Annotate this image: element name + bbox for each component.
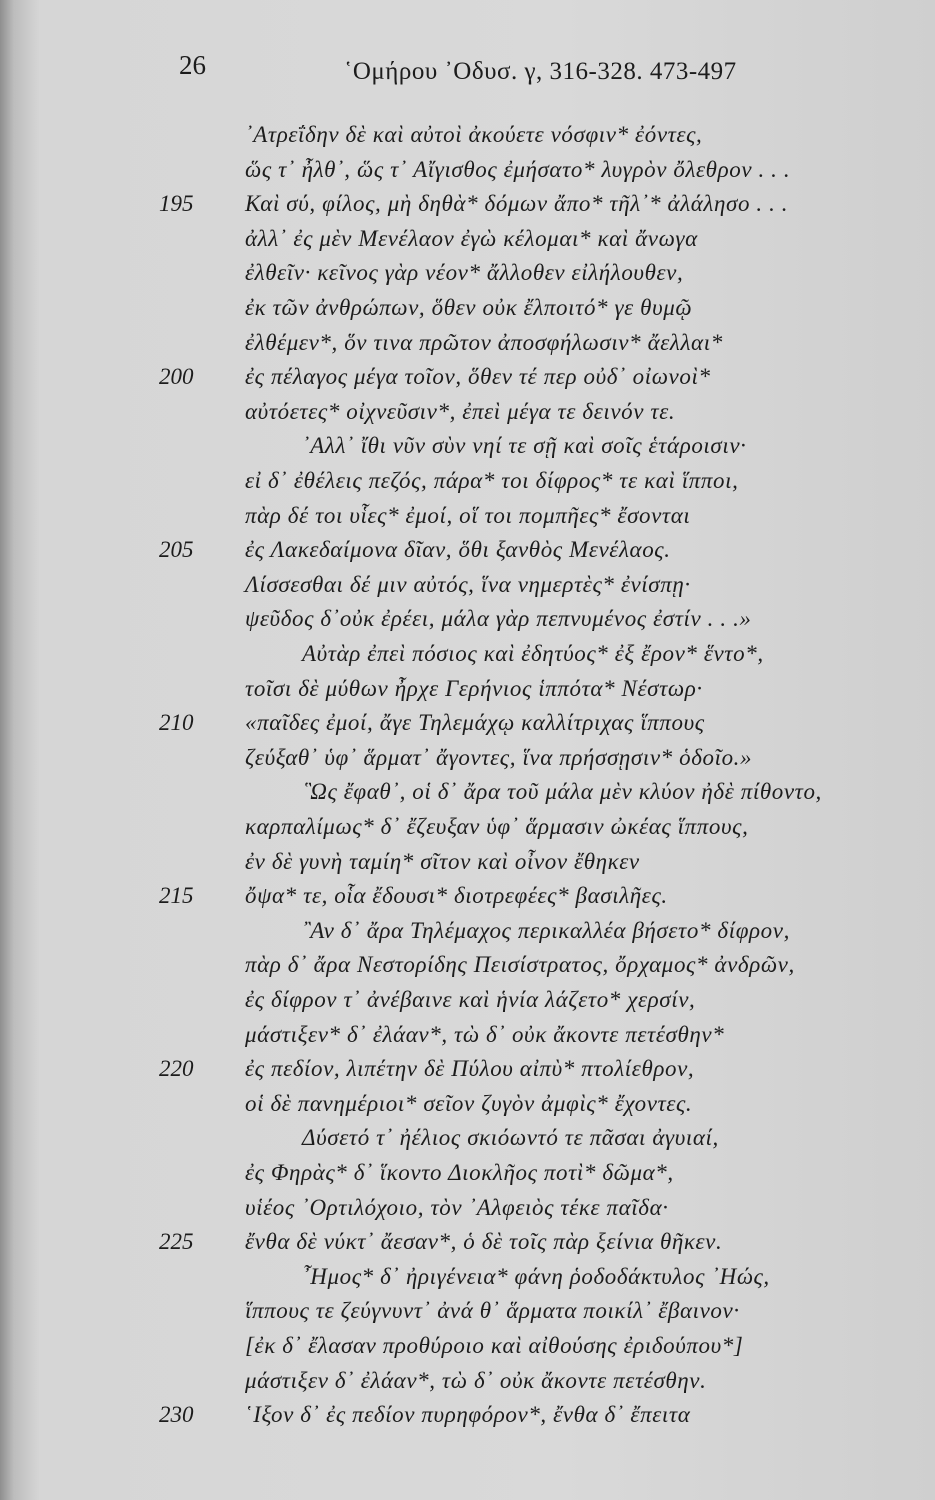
verse-line: [ἐκ δ᾿ ἔλασαν προθύροιο καὶ αἰθούσης ἐριδούπου*] — [245, 1333, 744, 1358]
verse-line: υἱέος ᾿Ορτιλόχοιο, τὸν ᾿Αλφειὸς τέκε παῖδα· — [245, 1194, 669, 1220]
verse-line: Δύσετό τ᾿ ἠέλιος σκιόωντό τε πᾶσαι ἀγυιαί, — [302, 1125, 719, 1151]
verse-line: ῏Ημος* δ᾿ ἠριγένεια* φάνη ῥοδοδάκτυλος ᾿Ηώς, — [302, 1263, 770, 1289]
verse-line: ὥς τ᾿ ἦλθ᾿, ὥς τ᾿ Αἴγισθος ἐμήσατο* λυγρὸν ὄλεθρον . . . — [245, 156, 791, 182]
verse-line: ᾿Ατρεΐδην δὲ καὶ αὐτοὶ ἀκούετε νόσφιν* ἐόντες, — [245, 122, 703, 147]
verse-line: ῍Αν δ᾿ ἄρα Τηλέμαχος περικαλλέα βήσετο* δίφρον, — [302, 917, 790, 943]
verse-line: καρπαλίμως* δ᾿ ἔζευξαν ὑφ᾿ ἅρμασιν ὠκέας ἵππους, — [245, 814, 749, 839]
verse-line: οἱ δὲ πανημέριοι* σεῖον ζυγὸν ἀμφὶς* ἔχοντες. — [245, 1090, 693, 1116]
line-number: 200 — [159, 364, 194, 390]
verse-line: πὰρ δέ τοι υἷες* ἐμοί, οἵ τοι πομπῆες* ἔσονται — [245, 502, 691, 528]
verse-line: ἐς Φηρὰς* δ᾿ ἵκοντο Διοκλῆος ποτὶ* δῶμα*, — [245, 1160, 674, 1185]
verse-line: τοῖσι δὲ μύθων ἦρχε Γερήνιος ἱππότα* Νέστωρ· — [245, 675, 703, 701]
line-number: 220 — [159, 1056, 194, 1082]
page-number: 26 — [179, 50, 206, 80]
verse-line: Αὐτὰρ ἐπεὶ πόσιος καὶ ἐδητύος* ἐξ ἔρον* ἕντο*, — [302, 641, 764, 666]
verse-line: ἐς Λακεδαίμονα δῖαν, ὅθι ξανθὸς Μενέλαος. — [245, 537, 671, 563]
verse-line: ἔνθα δὲ νύκτ᾿ ἄεσαν*, ὁ δὲ τοῖς πὰρ ξείνια θῆκεν. — [245, 1229, 723, 1255]
verse-line: ἐν δὲ γυνὴ ταμίη* σῖτον καὶ οἶνον ἔθηκεν — [245, 848, 640, 874]
line-number: 205 — [159, 537, 194, 563]
line-number: 215 — [159, 883, 194, 909]
verse-line: εἰ δ᾿ ἐθέλεις πεζός, πάρα* τοι δίφρος* τε καὶ ἵπποι, — [245, 468, 739, 493]
verse-line: Καὶ σύ, φίλος, μὴ δηθὰ* δόμων ἄπο* τῆλ᾿* ἀλάλησο . . . — [245, 191, 789, 217]
verse-line: ἐλθέμεν*, ὅν τινα πρῶτον ἀποσφήλωσιν* ἄελλαι* — [245, 329, 723, 355]
verse-line: ἀλλ᾿ ἐς μὲν Μενέλαον ἐγὼ κέλομαι* καὶ ἄνωγα — [245, 225, 698, 251]
line-number: 225 — [159, 1229, 194, 1255]
verse-line: ἐς πεδίον, λιπέτην δὲ Πύλου αἰπὺ* πτολίεθρον, — [245, 1056, 695, 1082]
verse-line: Λίσσεσθαι δέ μιν αὐτός, ἵνα νημερτὲς* ἐνίσπῃ· — [245, 571, 691, 597]
verse-line: ὄψα* τε, οἷα ἔδουσι* διοτρεφέες* βασιλῆες. — [245, 883, 668, 909]
verse-line: ἐλθεῖν· κεῖνος γὰρ νέον* ἄλλοθεν εἰλήλουθεν, — [245, 260, 684, 286]
line-number: 210 — [159, 710, 194, 736]
line-number: 230 — [159, 1402, 194, 1428]
verse-line: αὐτόετες* οἰχνεῦσιν*, ἐπεὶ μέγα τε δεινόν τε. — [245, 398, 676, 424]
verse-line: ἐς δίφρον τ᾿ ἀνέβαινε καὶ ἡνία λάζετο* χερσίν, — [245, 987, 696, 1012]
verse-line: πὰρ δ᾿ ἄρα Νεστορίδης Πεισίστρατος, ὄρχαμος* ἀνδρῶν, — [245, 952, 795, 978]
verse-line: ψεῦδος δ᾿οὐκ ἐρέει, μάλα γὰρ πεπνυμένος ἐστίν . . .» — [245, 606, 752, 632]
line-number: 195 — [159, 191, 194, 217]
running-head: ῾Ομήρου ᾿Οδυσ. γ, 316-328. 473-497 — [344, 58, 737, 85]
verse-line: ἐκ τῶν ἀνθρώπων, ὅθεν οὐκ ἔλποιτό* γε θυμῷ — [245, 295, 693, 320]
verse-line: ᾿Αλλ᾿ ἴθι νῦν σὺν νηί τε σῇ καὶ σοῖς ἑτάροισιν· — [302, 433, 747, 459]
verse-line: ῾Ιξον δ᾿ ἐς πεδίον πυρηφόρον*, ἔνθα δ᾿ ἔπειτα — [245, 1402, 691, 1428]
verse-line: ἐς πέλαγος μέγα τοῖον, ὅθεν τέ περ οὐδ᾿ οἰωνοὶ* — [245, 364, 711, 390]
verse-line: ἵππους τε ζεύγνυντ᾿ ἀνά θ᾿ ἅρματα ποικίλ᾿ ἔβαινον· — [245, 1298, 740, 1324]
verse-line: ζεύξαθ᾿ ὑφ᾿ ἅρματ᾿ ἄγοντες, ἵνα πρήσσῃσιν* ὁδοῖο.» — [245, 744, 753, 770]
verse-line: μάστιξεν δ᾿ ἐλάαν*, τὼ δ᾿ οὐκ ἄκοντε πετέσθην. — [245, 1367, 707, 1393]
verse-line: μάστιξεν* δ᾿ ἐλάαν*, τὼ δ᾿ οὐκ ἄκοντε πετέσθην* — [245, 1021, 725, 1047]
verse-line: «παῖδες ἐμοί, ἄγε Τηλεμάχῳ καλλίτριχας ἵππους — [245, 710, 705, 736]
verse-line: ῝Ως ἔφαθ᾿, οἱ δ᾿ ἄρα τοῦ μάλα μὲν κλύον ἠδὲ πίθοντο, — [302, 779, 822, 805]
